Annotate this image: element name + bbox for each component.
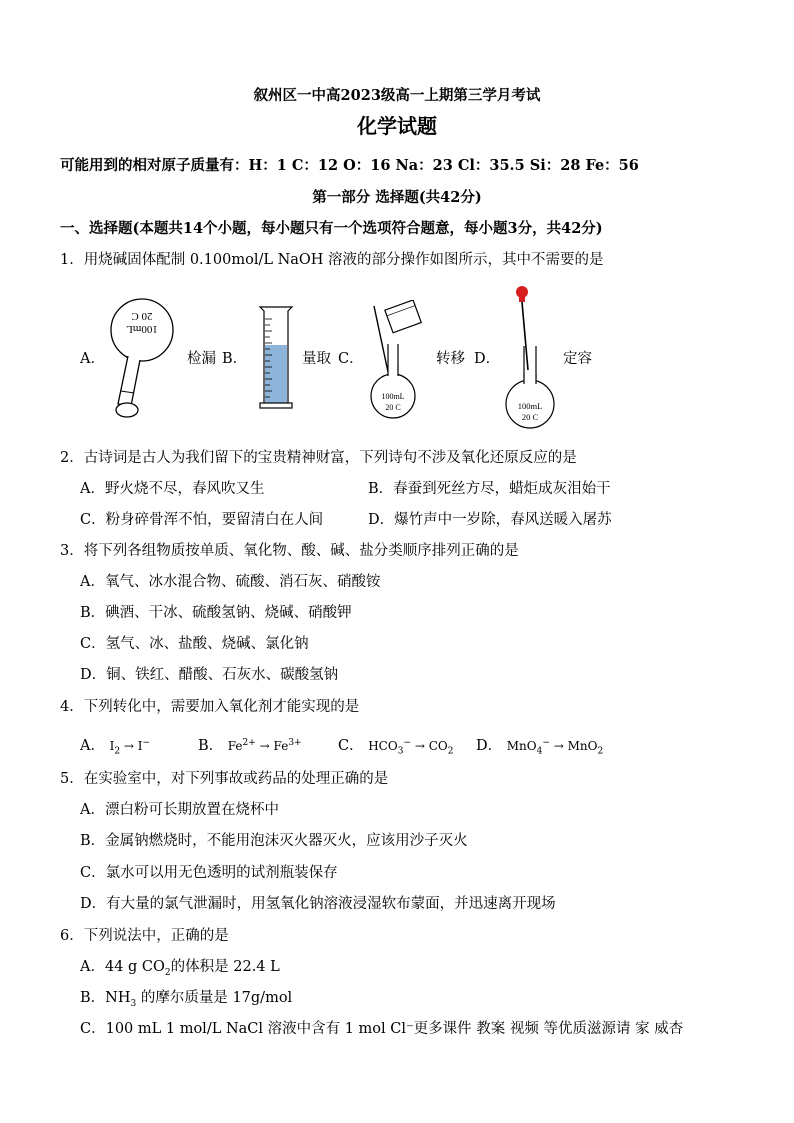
q2-option-a: A．野火烧不尽，春风吹又生 (80, 481, 265, 497)
q5-option-c: C．氯水可以用无色透明的试剂瓶装保存 (80, 865, 338, 881)
q1-option-d-letter: D． (474, 351, 501, 367)
q5-option-a: A．漂白粉可长期放置在烧杯中 (80, 802, 279, 818)
q1-option-b-cylinder-figure (256, 305, 296, 411)
q3-option-d: D．铜、铁红、醋酸、石灰水、碳酸氢钠 (80, 667, 339, 683)
flask-a-label-1: 100mL (126, 323, 158, 335)
q1-option-d-dropper-figure (500, 282, 562, 432)
q1-option-d-label: 定容 (563, 351, 592, 367)
q1-option-a-label: 检漏 (187, 351, 216, 367)
flask-c-label-2: 20 C (385, 403, 401, 412)
q5-option-d: D．有大量的氯气泄漏时，用氢氧化钠溶液浸湿软布蒙面，并迅速离开现场 (80, 896, 556, 912)
q2-option-c: C．粉身碎骨浑不怕，要留清白在人间 (80, 512, 324, 528)
q3-option-b: B．碘酒、干冰、硫酸氢钠、烧碱、硝酸钾 (80, 605, 352, 621)
q4-c-letter: C． (338, 738, 364, 754)
q6-option-b: B．$NH_3$ 的摩尔质量是 17g/mol (80, 990, 293, 1009)
q1-option-b-label: 量取 (302, 351, 331, 367)
q1-option-c-letter: C． (338, 351, 364, 367)
q1-option-a-flask-figure (104, 296, 176, 422)
q6-option-c: C．100 mL 1 mol/L NaCl 溶液中含有 1 mol Cl⁻更多课件 教案 视频 等优质滋源请 家 威杏 (80, 1021, 684, 1037)
section-title: 一、选择题(本题共14个小题，每小题只有一个选项符合题意，每小题3分，共42分) (60, 220, 603, 237)
q1-option-a-letter: A． (80, 351, 105, 367)
q4-d-letter: D． (476, 738, 503, 754)
q5-stem: 5．在实验室中，对下列事故或药品的处理正确的是 (60, 771, 389, 787)
q4-c-formula: $HCO_3^- \to CO_2$ (368, 738, 454, 757)
flask-d-label-1: 100mL (517, 401, 543, 411)
q4-b-formula: $Fe^{2+} \to Fe^{3+}$ (227, 738, 302, 753)
q4-a-formula: $I_2 \to I^-$ (109, 738, 151, 757)
atomic-mass-line: 可能用到的相对原子质量有：H：1 C：12 O：16 Na：23 Cl：35.5 Si：28 Fe：56 (60, 157, 639, 174)
q6-stem: 6．下列说法中，正确的是 (60, 928, 229, 944)
flask-d-label-2: 20 C (521, 412, 539, 422)
flask-a-label-2: 20 C (131, 310, 153, 322)
q1-option-c-label: 转移 (436, 351, 465, 367)
q6-option-a: A．44 g $CO_2$的体积是 22.4 L (80, 959, 280, 978)
q4-option-c (338, 733, 453, 761)
q2-option-d: D．爆竹声中一岁除，春风送暖入屠苏 (368, 512, 612, 528)
q4-option-b (198, 733, 302, 756)
flask-c-label-1: 100mL (381, 392, 405, 401)
subject-title: 化学试题 (357, 114, 437, 138)
q4-option-d (476, 733, 603, 761)
q3-option-c: C．氢气、冰、盐酸、烧碱、氯化钠 (80, 636, 309, 652)
q4-d-formula: MnO$_4$− → MnO$_2$ (506, 738, 604, 757)
q4-a-letter: A． (80, 738, 105, 754)
q3-stem: 3．将下列各组物质按单质、氧化物、酸、碱、盐分类顺序排列正确的是 (60, 543, 519, 559)
q4-option-a (80, 733, 150, 761)
q1-option-b-letter: B． (222, 351, 248, 367)
q2-option-b: B．春蚕到死丝方尽，蜡炬成灰泪始干 (368, 481, 611, 497)
q4-b-letter: B． (198, 738, 224, 754)
q2-stem: 2．古诗词是古人为我们留下的宝贵精神财富，下列诗句不涉及氧化还原反应的是 (60, 450, 577, 466)
part-title: 第一部分 选择题(共42分) (312, 189, 482, 206)
q4-stem: 4．下列转化中，需要加入氧化剂才能实现的是 (60, 699, 360, 715)
q5-option-b: B．金属钠燃烧时，不能用泡沫灭火器灭火，应该用沙子灭火 (80, 833, 468, 849)
q1-option-c-transfer-figure (364, 300, 426, 426)
exam-title: 叙州区一中高2023级高一上期第三学月考试 (253, 87, 541, 104)
q3-option-a: A．氧气、冰水混合物、硫酸、消石灰、硝酸铵 (80, 574, 381, 590)
q1-stem: 1．用烧碱固体配制 0.100mol/L NaOH 溶液的部分操作如图所示，其中不需要的是 (60, 252, 604, 268)
